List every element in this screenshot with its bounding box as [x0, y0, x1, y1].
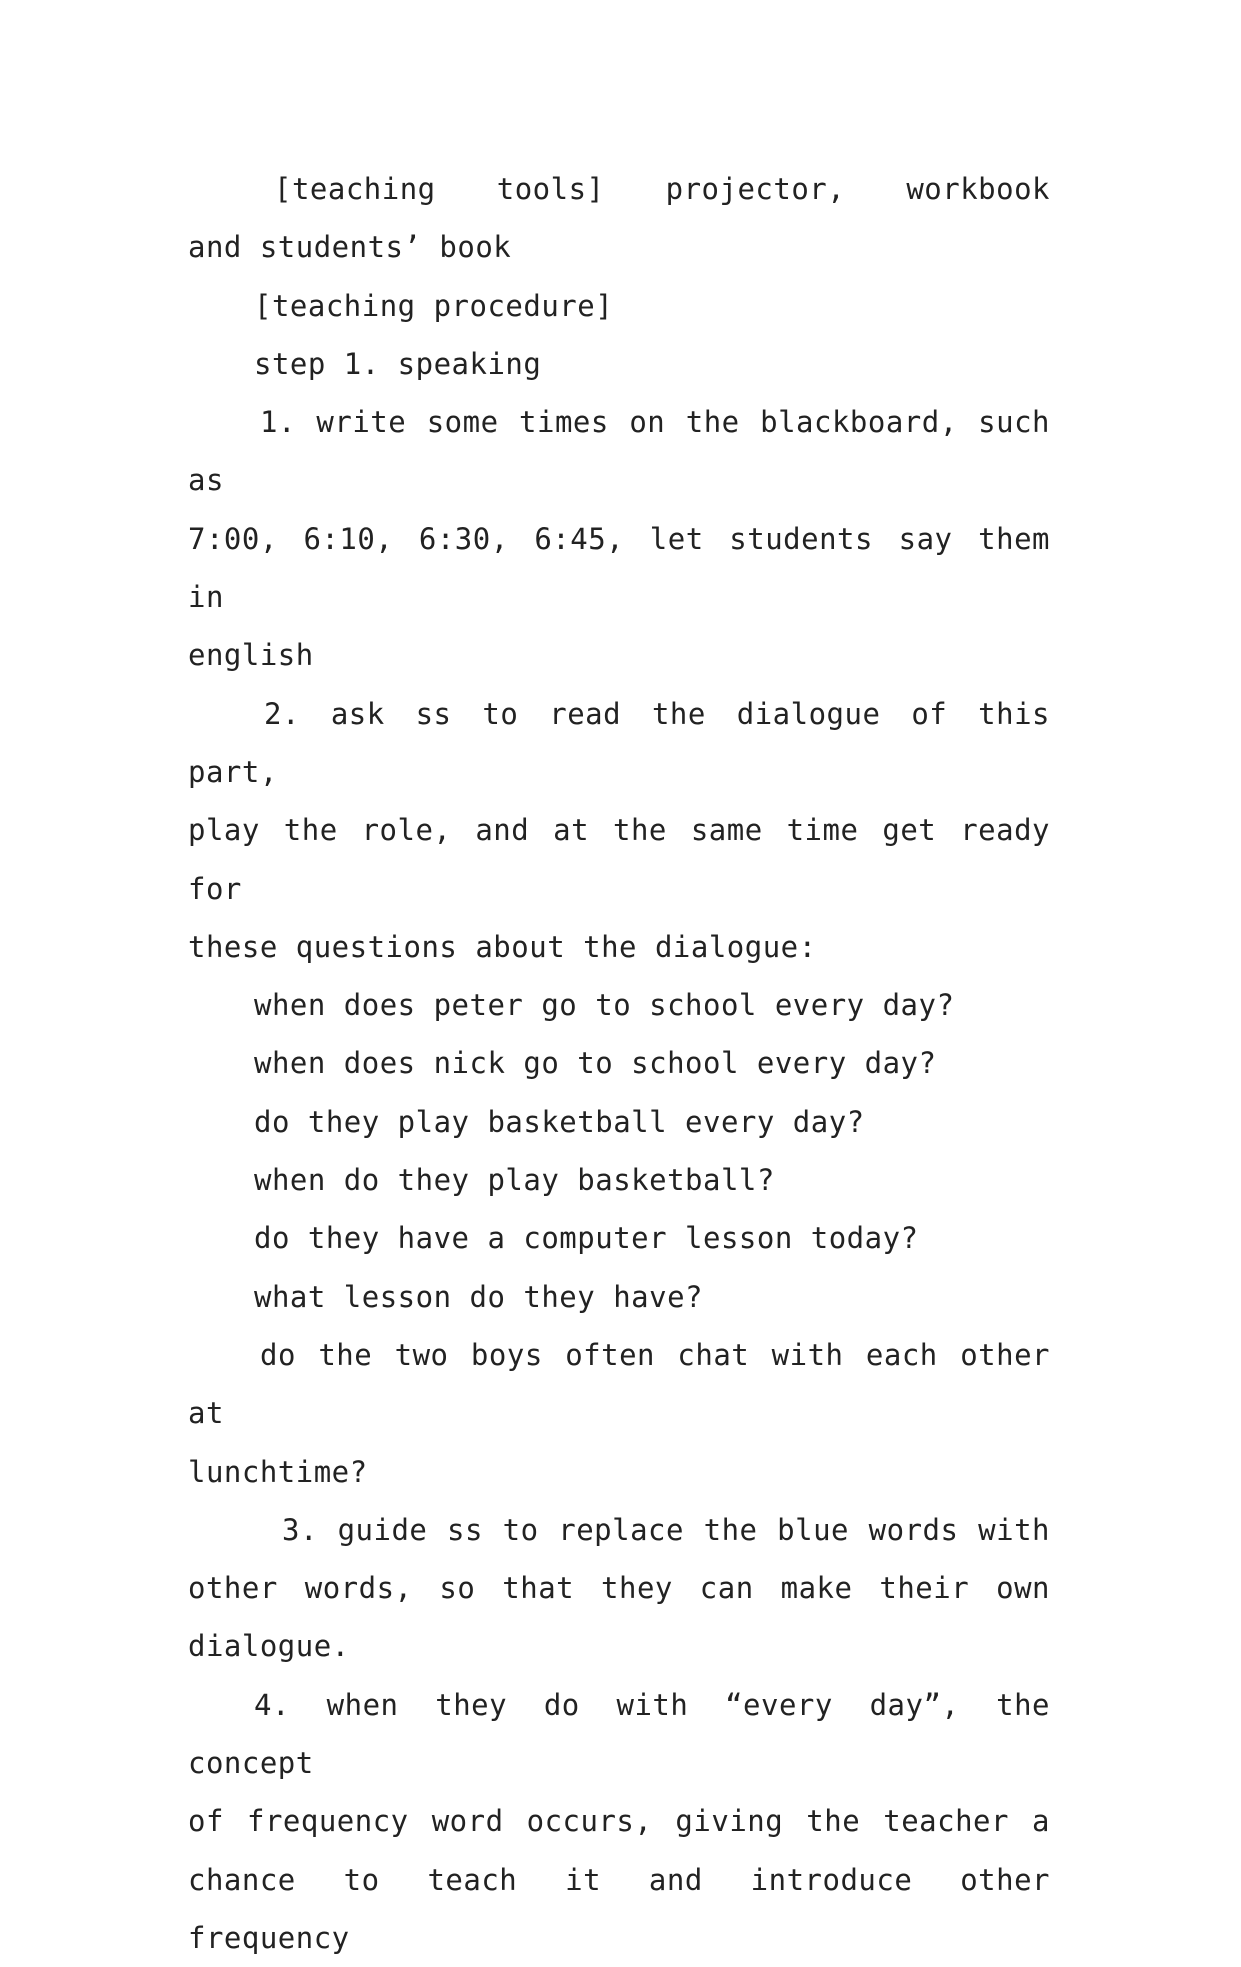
- item-4-line-3: chance to teach it and introduce other frequency: [188, 1862, 1050, 1955]
- item-3-line-1: 3. guide ss to replace the blue words with: [282, 1512, 1050, 1547]
- item-3-line-2: other words, so that they can make their own: [188, 1571, 1050, 1606]
- item-2-line-1: 2. ask ss to read the dialogue of this part,: [188, 696, 1050, 789]
- item-2-line-2: play the role, and at the same time get ready for: [188, 813, 1050, 906]
- question-3: do they play basketball every day?: [254, 1104, 865, 1139]
- question-6: what lesson do they have?: [254, 1279, 703, 1314]
- step-1-heading: step 1. speaking: [254, 346, 542, 381]
- item-1-line-2: 7:00, 6:10, 6:30, 6:45, let students say them in: [188, 521, 1050, 615]
- item-2-line-3: these questions about the dialogue:: [188, 929, 817, 964]
- teaching-tools-line-2: and students’ book: [188, 230, 512, 265]
- question-5: do they have a computer lesson today?: [254, 1221, 919, 1256]
- item-1-line-1: 1. write some times on the blackboard, such as: [188, 405, 1050, 498]
- item-3-line-3: dialogue.: [188, 1629, 350, 1664]
- question-7-line-1: do the two boys often chat with each other at: [188, 1337, 1050, 1431]
- item-4-line-2: of frequency word occurs, giving the teacher a: [188, 1804, 1050, 1839]
- question-2: when does nick go to school every day?: [254, 1046, 937, 1081]
- question-7-line-2: lunchtime?: [188, 1454, 368, 1489]
- item-1-line-3: english: [188, 638, 314, 673]
- document-body: [188, 160, 1050, 1967]
- teaching-tools-line-1: [teaching tools] projector, workbook: [274, 172, 1050, 206]
- question-1: when does peter go to school every day?: [254, 988, 955, 1023]
- item-4-line-1: 4. when they do with “every day”, the concept: [188, 1687, 1050, 1781]
- question-4: when do they play basketball?: [254, 1163, 775, 1198]
- teaching-procedure-heading: [teaching procedure]: [254, 288, 614, 323]
